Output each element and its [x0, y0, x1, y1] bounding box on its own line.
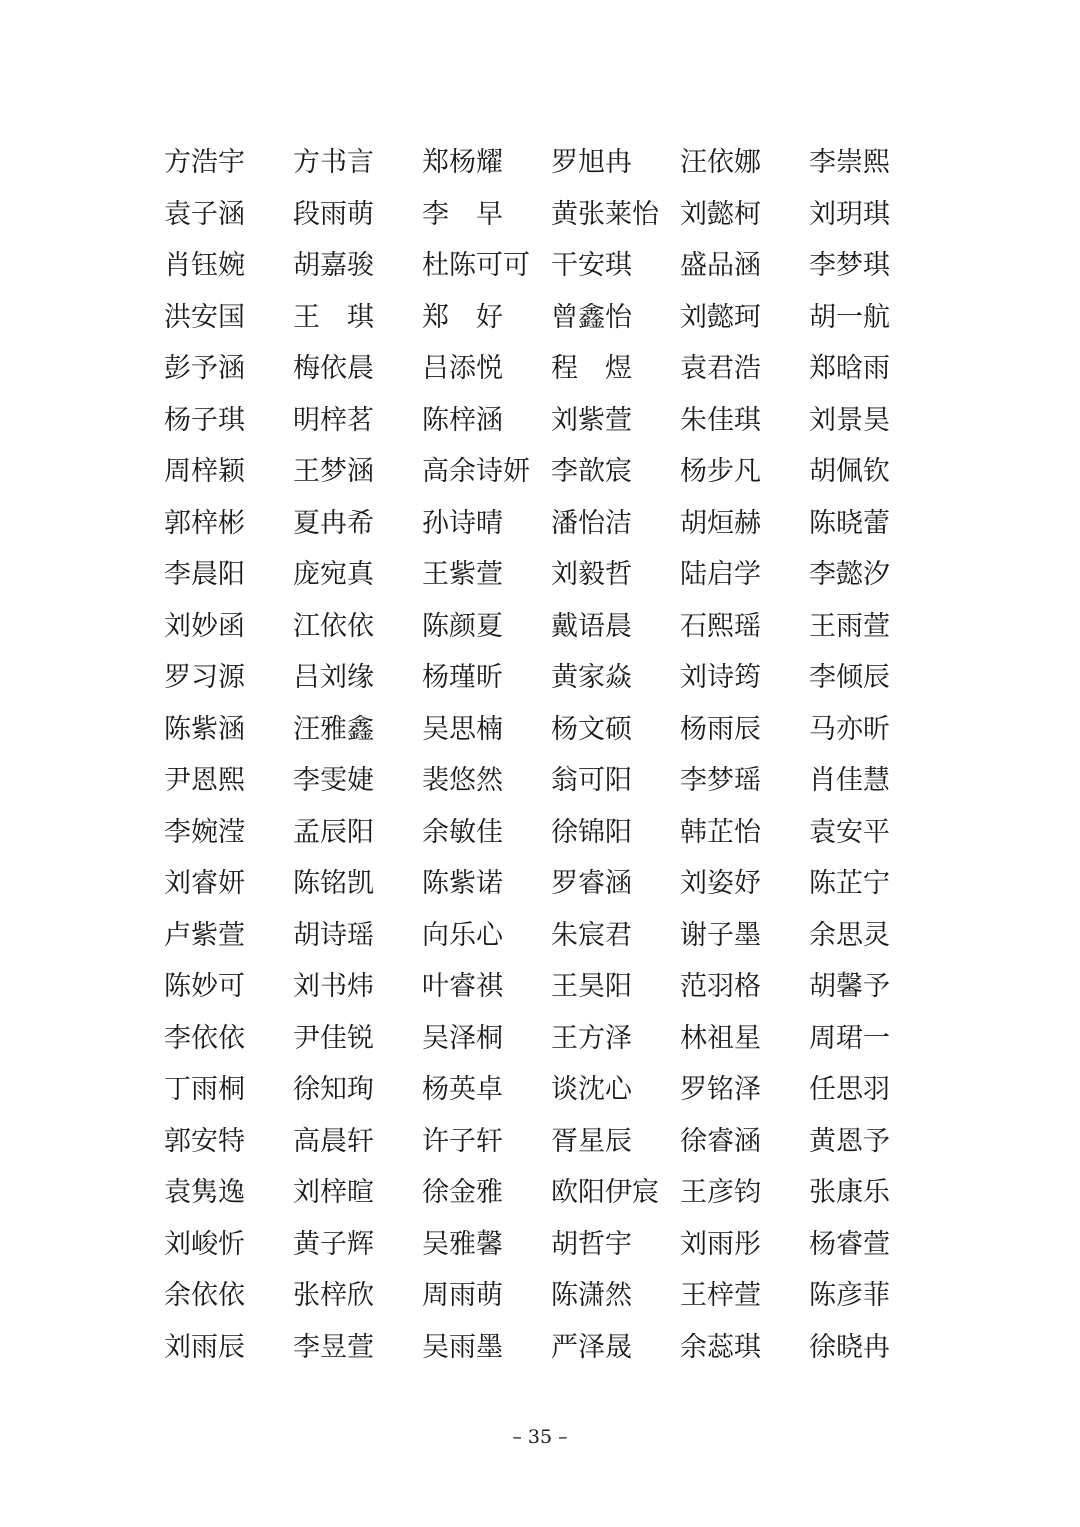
name-cell: 杨英卓 [422, 1074, 503, 1106]
name-cell: 吴雨墨 [422, 1331, 503, 1363]
name-cell: 江依依 [293, 610, 374, 642]
name-cell: 吕刘缘 [293, 662, 374, 694]
name-cell: 尹佳锐 [293, 1022, 374, 1054]
name-cell: 胡烜赫 [680, 507, 761, 539]
name-cell: 胡诗瑶 [293, 919, 374, 951]
name-cell: 李懿汐 [809, 559, 890, 591]
name-row [164, 137, 944, 189]
name-row [164, 807, 944, 859]
name-row [164, 961, 944, 1013]
name-cell: 余思灵 [809, 919, 890, 951]
name-row [164, 395, 944, 447]
name-cell: 黄家焱 [551, 662, 632, 694]
name-cell: 裴悠然 [422, 765, 503, 797]
name-row [164, 549, 944, 601]
name-cell: 陈芷宁 [809, 868, 890, 900]
name-cell: 周梓颖 [164, 456, 245, 488]
name-cell: 陈紫涵 [164, 713, 245, 745]
name-cell: 郑晗雨 [809, 353, 890, 385]
name-cell: 方浩宇 [164, 147, 245, 179]
name-cell: 杜陈可可 [422, 250, 530, 282]
name-cell: 高余诗妍 [422, 456, 530, 488]
name-cell: 范羽格 [680, 971, 761, 1003]
name-list-grid [164, 137, 944, 1373]
name-cell: 汪雅鑫 [293, 713, 374, 745]
name-cell: 王紫萱 [422, 559, 503, 591]
name-cell: 吴思楠 [422, 713, 503, 745]
name-cell: 徐金雅 [422, 1177, 503, 1209]
name-cell: 张康乐 [809, 1177, 890, 1209]
name-cell: 罗习源 [164, 662, 245, 694]
name-cell: 刘姿妤 [680, 868, 761, 900]
name-cell: 严泽晟 [551, 1331, 632, 1363]
name-cell: 李梦琪 [809, 250, 890, 282]
name-cell: 黄张莱怡 [551, 198, 659, 230]
name-cell: 余依依 [164, 1280, 245, 1312]
name-cell: 李昱萱 [293, 1331, 374, 1363]
name-cell: 李 早 [422, 198, 503, 230]
name-cell: 刘书炜 [293, 971, 374, 1003]
name-cell: 刘睿妍 [164, 868, 245, 900]
name-cell: 曾鑫怡 [551, 301, 632, 333]
name-cell: 陈颜夏 [422, 610, 503, 642]
name-cell: 李歆宸 [551, 456, 632, 488]
name-cell: 叶睿祺 [422, 971, 503, 1003]
name-cell: 刘梓暄 [293, 1177, 374, 1209]
name-cell: 刘懿柯 [680, 198, 761, 230]
name-cell: 杨子琪 [164, 404, 245, 436]
name-row [164, 498, 944, 550]
name-row [164, 704, 944, 756]
name-row [164, 755, 944, 807]
name-cell: 刘峻忻 [164, 1228, 245, 1260]
name-cell: 杨雨辰 [680, 713, 761, 745]
name-cell: 戴语晨 [551, 610, 632, 642]
name-cell: 梅依晨 [293, 353, 374, 385]
name-row [164, 1167, 944, 1219]
name-cell: 欧阳伊宸 [551, 1177, 659, 1209]
name-cell: 刘懿珂 [680, 301, 761, 333]
name-cell: 罗睿涵 [551, 868, 632, 900]
name-cell: 王 琪 [293, 301, 374, 333]
name-cell: 李梦瑶 [680, 765, 761, 797]
name-cell: 罗旭冉 [551, 147, 632, 179]
name-cell: 肖钰婉 [164, 250, 245, 282]
name-cell: 王雨萱 [809, 610, 890, 642]
name-cell: 黄恩予 [809, 1125, 890, 1157]
name-cell: 吴雅馨 [422, 1228, 503, 1260]
name-row [164, 910, 944, 962]
name-cell: 徐晓冉 [809, 1331, 890, 1363]
name-cell: 孙诗晴 [422, 507, 503, 539]
name-cell: 周雨萌 [422, 1280, 503, 1312]
name-cell: 袁安平 [809, 816, 890, 848]
name-cell: 胥星辰 [551, 1125, 632, 1157]
name-cell: 汪依娜 [680, 147, 761, 179]
name-cell: 石熙瑶 [680, 610, 761, 642]
name-cell: 胡馨予 [809, 971, 890, 1003]
name-cell: 刘紫萱 [551, 404, 632, 436]
page-number: – 35 – [512, 1426, 568, 1448]
name-cell: 罗铭泽 [680, 1074, 761, 1106]
name-cell: 刘雨彤 [680, 1228, 761, 1260]
name-row [164, 343, 944, 395]
name-row [164, 1116, 944, 1168]
name-cell: 向乐心 [422, 919, 503, 951]
name-row [164, 240, 944, 292]
name-cell: 谈沈心 [551, 1074, 632, 1106]
name-cell: 杨文硕 [551, 713, 632, 745]
name-cell: 李雯婕 [293, 765, 374, 797]
name-cell: 陈彦菲 [809, 1280, 890, 1312]
name-cell: 高晨轩 [293, 1125, 374, 1157]
name-cell: 徐锦阳 [551, 816, 632, 848]
name-cell: 李崇熙 [809, 147, 890, 179]
name-cell: 王梓萱 [680, 1280, 761, 1312]
name-cell: 韩芷怡 [680, 816, 761, 848]
name-cell: 盛品涵 [680, 250, 761, 282]
name-cell: 王梦涵 [293, 456, 374, 488]
name-cell: 彭予涵 [164, 353, 245, 385]
name-row [164, 189, 944, 241]
name-cell: 程 煜 [551, 353, 632, 385]
name-cell: 谢子墨 [680, 919, 761, 951]
name-cell: 郑 好 [422, 301, 503, 333]
name-cell: 徐知珣 [293, 1074, 374, 1106]
name-cell: 王昊阳 [551, 971, 632, 1003]
name-cell: 袁子涵 [164, 198, 245, 230]
name-cell: 陈铭凯 [293, 868, 374, 900]
name-row [164, 601, 944, 653]
name-cell: 袁君浩 [680, 353, 761, 385]
name-row [164, 1219, 944, 1271]
name-cell: 李婉滢 [164, 816, 245, 848]
name-row [164, 292, 944, 344]
name-cell: 刘雨辰 [164, 1331, 245, 1363]
name-cell: 段雨萌 [293, 198, 374, 230]
name-cell: 胡嘉骏 [293, 250, 374, 282]
name-cell: 丁雨桐 [164, 1074, 245, 1106]
name-cell: 胡佩钦 [809, 456, 890, 488]
name-cell: 吴泽桐 [422, 1022, 503, 1054]
name-cell: 胡哲宇 [551, 1228, 632, 1260]
name-cell: 朱佳琪 [680, 404, 761, 436]
name-cell: 夏冉希 [293, 507, 374, 539]
name-cell: 徐睿涵 [680, 1125, 761, 1157]
name-cell: 翁可阳 [551, 765, 632, 797]
name-cell: 胡一航 [809, 301, 890, 333]
name-cell: 李晨阳 [164, 559, 245, 591]
name-cell: 黄子辉 [293, 1228, 374, 1260]
name-cell: 陈潇然 [551, 1280, 632, 1312]
name-cell: 陈妙可 [164, 971, 245, 1003]
name-cell: 马亦昕 [809, 713, 890, 745]
name-cell: 吕添悦 [422, 353, 503, 385]
name-cell: 陈梓涵 [422, 404, 503, 436]
name-row [164, 858, 944, 910]
name-cell: 杨步凡 [680, 456, 761, 488]
name-cell: 袁隽逸 [164, 1177, 245, 1209]
name-row [164, 1322, 944, 1374]
name-row [164, 652, 944, 704]
name-cell: 陆启学 [680, 559, 761, 591]
name-cell: 尹恩熙 [164, 765, 245, 797]
name-cell: 余蕊琪 [680, 1331, 761, 1363]
name-cell: 刘毅哲 [551, 559, 632, 591]
name-row [164, 1064, 944, 1116]
name-row [164, 1270, 944, 1322]
name-cell: 潘怡洁 [551, 507, 632, 539]
name-cell: 陈紫诺 [422, 868, 503, 900]
name-cell: 孟辰阳 [293, 816, 374, 848]
name-cell: 王彦钧 [680, 1177, 761, 1209]
name-cell: 庞宛真 [293, 559, 374, 591]
name-cell: 朱宸君 [551, 919, 632, 951]
name-cell: 郑杨耀 [422, 147, 503, 179]
name-cell: 刘诗筠 [680, 662, 761, 694]
name-cell: 郭梓彬 [164, 507, 245, 539]
name-cell: 刘景昊 [809, 404, 890, 436]
name-cell: 洪安国 [164, 301, 245, 333]
name-row [164, 1013, 944, 1065]
name-cell: 干安琪 [551, 250, 632, 282]
name-cell: 周珺一 [809, 1022, 890, 1054]
name-row [164, 446, 944, 498]
name-cell: 余敏佳 [422, 816, 503, 848]
name-cell: 许子轩 [422, 1125, 503, 1157]
name-cell: 方书言 [293, 147, 374, 179]
name-cell: 明梓茗 [293, 404, 374, 436]
name-cell: 肖佳慧 [809, 765, 890, 797]
name-cell: 陈晓蕾 [809, 507, 890, 539]
name-cell: 刘妙函 [164, 610, 245, 642]
name-cell: 李倾辰 [809, 662, 890, 694]
name-cell: 郭安特 [164, 1125, 245, 1157]
name-cell: 杨睿萱 [809, 1228, 890, 1260]
name-cell: 李依依 [164, 1022, 245, 1054]
name-cell: 刘玥琪 [809, 198, 890, 230]
name-cell: 卢紫萱 [164, 919, 245, 951]
name-cell: 林祖星 [680, 1022, 761, 1054]
name-cell: 张梓欣 [293, 1280, 374, 1312]
name-cell: 王方泽 [551, 1022, 632, 1054]
name-cell: 任思羽 [809, 1074, 890, 1106]
name-cell: 杨瑾昕 [422, 662, 503, 694]
